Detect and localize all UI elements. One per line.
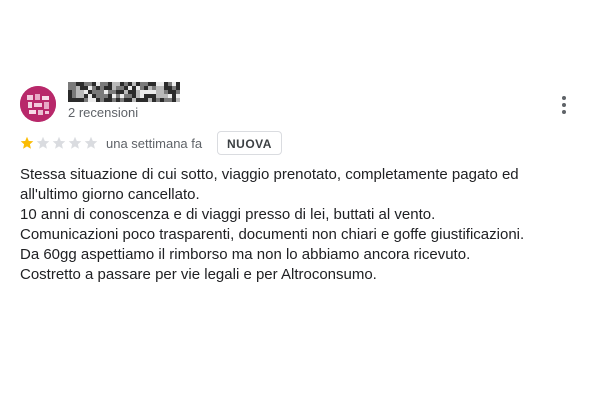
- rating-stars: [20, 136, 98, 150]
- review-text-line: Comunicazioni poco trasparenti, documenti non chiari e goffe giustificazioni.: [20, 226, 525, 243]
- review-date: una settimana fa: [106, 136, 203, 151]
- star-empty-icon: [68, 136, 82, 150]
- author-name[interactable]: [68, 81, 180, 103]
- star-empty-icon: [36, 136, 50, 150]
- redacted-name-mosaic: [68, 81, 180, 103]
- more-options-button[interactable]: [554, 94, 574, 116]
- review-text-line: Stessa situazione di cui sotto, viaggio prenotato, completamente pagato ed: [20, 166, 519, 183]
- more-vertical-icon: [562, 110, 566, 114]
- review-text-line: all'ultimo giorno cancellato.: [20, 186, 200, 203]
- review-text: [20, 165, 590, 285]
- new-badge: NUOVA: [217, 131, 282, 155]
- star-empty-icon: [52, 136, 66, 150]
- star-empty-icon: [84, 136, 98, 150]
- avatar-image: [20, 86, 56, 122]
- more-vertical-icon: [562, 103, 566, 107]
- star-filled-icon: [20, 136, 34, 150]
- more-vertical-icon: [562, 96, 566, 100]
- avatar[interactable]: [20, 86, 56, 122]
- review-text-line: 10 anni di conoscenza e di viaggi presso di lei, buttati al vento.: [20, 206, 436, 223]
- review-text-line: Da 60gg aspettiamo il rimborso ma non lo abbiamo ancora ricevuto.: [20, 246, 471, 263]
- review-count[interactable]: 2 recensioni: [68, 105, 139, 120]
- review-text-line: Costretto a passare per vie legali e per Altroconsumo.: [20, 266, 377, 283]
